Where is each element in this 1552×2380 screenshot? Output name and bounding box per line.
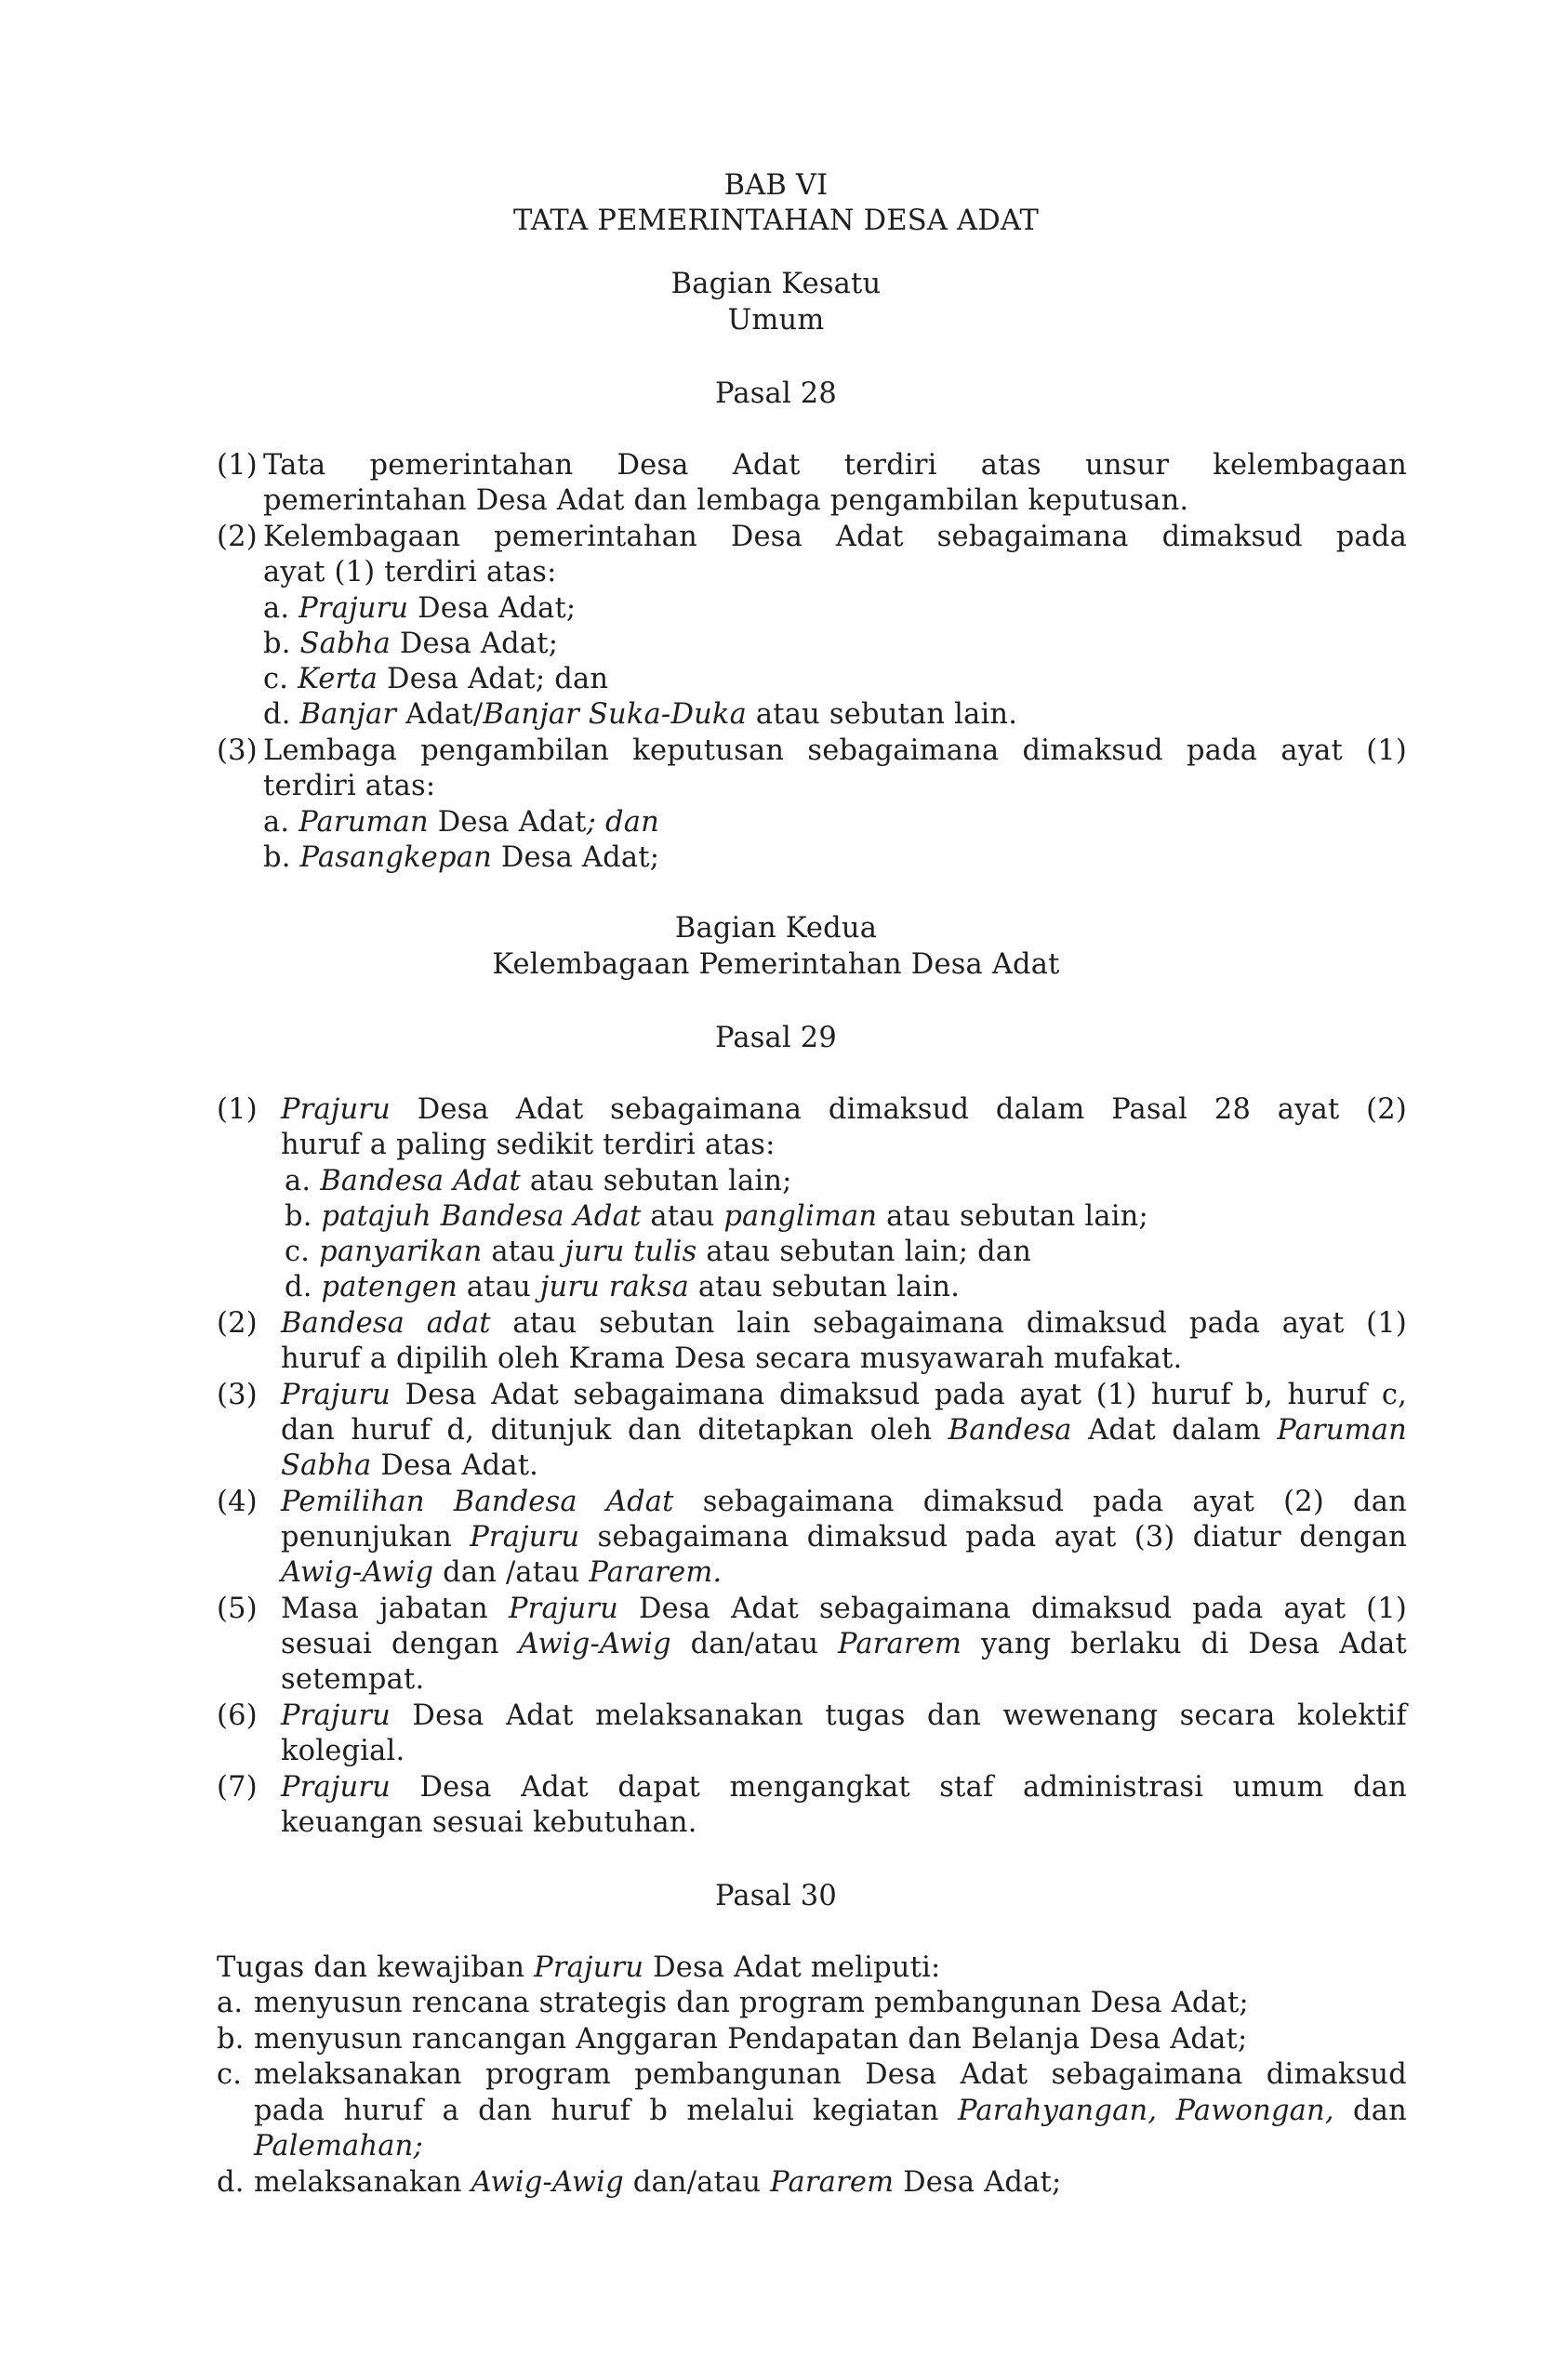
article-title: Pasal 28 xyxy=(714,377,838,410)
list-item: c. panyarikan atau juru tulis atau sebutan lain; dan xyxy=(285,1236,1032,1268)
clause-number: (5) xyxy=(217,1593,258,1625)
list-item: d. patengen atau juru raksa atau sebutan lain. xyxy=(285,1271,961,1303)
list-marker: b. xyxy=(217,2023,245,2056)
clause-number: (2) xyxy=(217,521,258,553)
clause-text: Awig-Awig dan /atau Pararem. xyxy=(281,1556,723,1589)
list-item: pada huruf a dan huruf b melalui kegiatan Parahyangan, Pawongan, dan xyxy=(254,2095,1407,2127)
clause-text: huruf a dipilih oleh Krama Desa secara musyawarah mufakat. xyxy=(281,1342,1183,1375)
clause-text: Prajuru Desa Adat sebagaimana dimaksud dalam Pasal 28 ayat (2) xyxy=(281,1093,1407,1126)
clause-text: Prajuru Desa Adat melaksanakan tugas dan wewenang secara kolektif xyxy=(281,1699,1407,1732)
clause-number: (7) xyxy=(217,1771,258,1804)
clause-text: Sabha Desa Adat. xyxy=(281,1449,539,1482)
clause-number: (3) xyxy=(217,734,258,767)
clause-text: Pemilihan Bandesa Adat sebagaimana dimaksud pada ayat (2) dan xyxy=(281,1486,1407,1518)
list-marker: a. xyxy=(217,1987,244,2019)
clause-text: penunjukan Prajuru sebagaimana dimaksud pada ayat (3) diatur dengan xyxy=(281,1521,1407,1554)
list-item: a. Prajuru Desa Adat; xyxy=(263,592,577,625)
list-item: Palemahan; xyxy=(254,2130,423,2162)
clause-text: Bandesa adat atau sebutan lain sebagaimana dimaksud pada ayat (1) xyxy=(281,1307,1407,1340)
section-title: Bagian Kesatu xyxy=(670,268,882,300)
clause-number: (2) xyxy=(217,1307,258,1340)
section-title: Bagian Kedua xyxy=(674,912,878,945)
clause-number: (4) xyxy=(217,1486,258,1518)
list-marker: c. xyxy=(217,2058,243,2091)
clause-number: (3) xyxy=(217,1379,258,1411)
clause-text: keuangan sesuai kebutuhan. xyxy=(281,1806,697,1839)
clause-text: sesuai dengan Awig-Awig dan/atau Pararem yang berlaku di Desa Adat xyxy=(281,1628,1407,1660)
clause-text: pemerintahan Desa Adat dan lembaga pengambilan keputusan. xyxy=(263,484,1189,517)
chapter-title: TATA PEMERINTAHAN DESA ADAT xyxy=(512,205,1040,237)
clause-number: (6) xyxy=(217,1699,258,1732)
list-item: melaksanakan program pembangunan Desa Adat sebagaimana dimaksud xyxy=(254,2058,1407,2091)
article-title: Pasal 30 xyxy=(714,1880,838,1912)
list-item: menyusun rancangan Anggaran Pendapatan dan Belanja Desa Adat; xyxy=(254,2023,1248,2056)
list-marker: d. xyxy=(217,2166,245,2199)
clause-text: Prajuru Desa Adat dapat mengangkat staf administrasi umum dan xyxy=(281,1771,1407,1804)
clause-text: huruf a paling sedikit terdiri atas: xyxy=(281,1129,776,1161)
clause-text: Kelembagaan pemerintahan Desa Adat sebagaimana dimaksud pada xyxy=(263,521,1407,553)
article-title: Pasal 29 xyxy=(714,1022,838,1054)
clause-text: setempat. xyxy=(281,1663,425,1696)
section-subtitle: Kelembagaan Pemerintahan Desa Adat xyxy=(492,948,1060,981)
list-item: b. Pasangkepan Desa Adat; xyxy=(263,841,660,874)
list-item: a. Paruman Desa Adat; dan xyxy=(263,806,659,839)
list-item: b. patajuh Bandesa Adat atau pangliman atau sebutan lain; xyxy=(285,1200,1148,1233)
paragraph-intro: Tugas dan kewajiban Prajuru Desa Adat meliputi: xyxy=(217,1951,941,1984)
clause-text: Masa jabatan Prajuru Desa Adat sebagaimana dimaksud pada ayat (1) xyxy=(281,1593,1407,1625)
chapter-number: BAB VI xyxy=(723,169,829,202)
clause-number: (1) xyxy=(217,1093,258,1126)
clause-number: (1) xyxy=(217,449,258,482)
list-item: d. Banjar Adat/Banjar Suka-Duka atau sebutan lain. xyxy=(263,698,1018,731)
clause-text: Tata pemerintahan Desa Adat terdiri atas unsur kelembagaan xyxy=(263,449,1407,482)
section-subtitle: Umum xyxy=(727,304,825,337)
clause-text: Lembaga pengambilan keputusan sebagaimana dimaksud pada ayat (1) xyxy=(263,734,1407,767)
clause-text: kolegial. xyxy=(281,1735,405,1767)
list-item: melaksanakan Awig-Awig dan/atau Pararem Desa Adat; xyxy=(254,2166,1062,2199)
list-item: b. Sabha Desa Adat; xyxy=(263,628,559,660)
clause-text: dan huruf d, ditunjuk dan ditetapkan oleh Bandesa Adat dalam Paruman xyxy=(281,1414,1407,1447)
list-item: c. Kerta Desa Adat; dan xyxy=(263,663,609,695)
clause-text: ayat (1) terdiri atas: xyxy=(263,556,557,588)
clause-text: Prajuru Desa Adat sebagaimana dimaksud pada ayat (1) huruf b, huruf c, xyxy=(281,1379,1407,1411)
list-item: a. Bandesa Adat atau sebutan lain; xyxy=(285,1165,792,1197)
list-item: menyusun rencana strategis dan program pembangunan Desa Adat; xyxy=(254,1987,1249,2019)
clause-text: terdiri atas: xyxy=(263,770,436,802)
